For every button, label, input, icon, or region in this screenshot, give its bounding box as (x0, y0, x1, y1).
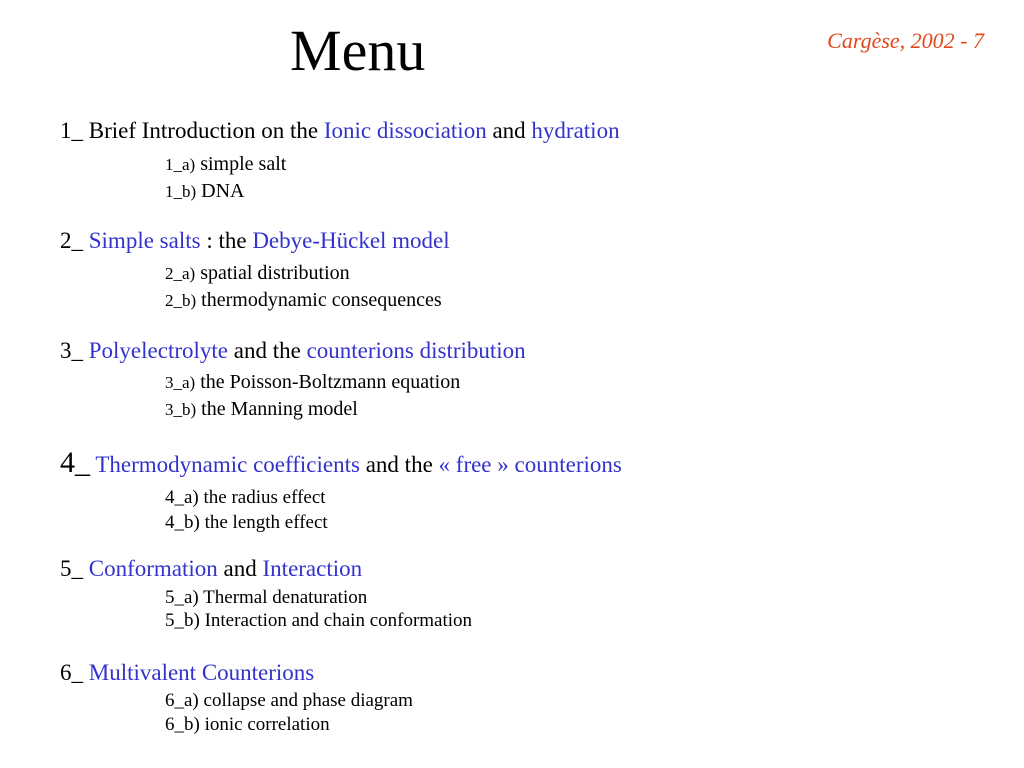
sub-item-6a: 6_a) collapse and phase diagram (165, 690, 413, 711)
sub-item-tag: 2_b) (165, 291, 197, 310)
item-text: Brief Introduction on the (83, 118, 324, 143)
item-topic: counterions distribution (306, 338, 526, 363)
slide-stamp: Cargèse, 2002 - 7 (827, 28, 984, 53)
item-text: and (217, 556, 263, 581)
item-topic: Interaction (262, 556, 363, 581)
sub-item-text: the Poisson-Boltzmann equation (195, 371, 461, 393)
sub-item-2b (165, 289, 442, 312)
item-text: and the (228, 338, 307, 363)
sub-item-4a: 4_a) the radius effect (165, 487, 326, 508)
item-topic: Ionic dissociation (323, 118, 487, 143)
item-topic: hydration (531, 118, 620, 143)
sub-item-4b: 4_b) the length effect (165, 512, 328, 533)
sub-item-1b (165, 180, 245, 203)
item-topic: Multivalent Counterions (88, 660, 315, 685)
item-number: 3_ (60, 338, 83, 363)
sub-item-tag: 1_a) (165, 155, 196, 174)
item-number: 6_ (60, 660, 83, 685)
sub-item-tag: 3_a) (165, 373, 196, 392)
item-number: 5_ (60, 556, 83, 581)
menu-item-1 (60, 118, 620, 144)
sub-item-2a (165, 262, 350, 285)
sub-item-tag: 1_b) (165, 182, 197, 201)
menu-item-6 (60, 660, 314, 686)
sub-item-tag: 2_a) (165, 264, 196, 283)
sub-item-text: simple salt (195, 153, 287, 175)
sub-item-3b (165, 398, 358, 421)
menu-item-3 (60, 338, 526, 364)
item-number: 1_ (60, 118, 83, 143)
sub-item-text: spatial distribution (195, 262, 350, 284)
menu-item-2 (60, 228, 450, 254)
sub-item-text: thermodynamic consequences (196, 289, 442, 311)
sub-item-text: the Manning model (196, 398, 358, 420)
sub-item-6b: 6_b) ionic correlation (165, 714, 330, 735)
item-text: and (486, 118, 532, 143)
item-number: 4_ (60, 446, 90, 479)
item-topic: Debye-Hückel model (252, 228, 450, 253)
item-text: and the (359, 452, 439, 477)
menu-item-4 (60, 446, 622, 480)
item-topic: Conformation (88, 556, 218, 581)
sub-item-1a (165, 153, 286, 176)
item-topic: Thermodynamic coefficients (95, 452, 360, 477)
item-topic: Simple salts (88, 228, 201, 253)
sub-item-tag: 3_b) (165, 400, 197, 419)
item-number: 2_ (60, 228, 83, 253)
slide-title: Menu (290, 18, 426, 83)
menu-item-5 (60, 556, 362, 582)
item-text: : the (200, 228, 253, 253)
sub-item-3a (165, 371, 460, 394)
sub-item-5b: 5_b) Interaction and chain conformation (165, 610, 473, 631)
item-topic: « free » counterions (438, 452, 622, 477)
sub-item-text: DNA (196, 180, 245, 202)
item-topic: Polyelectrolyte (88, 338, 228, 363)
sub-item-5a: 5_a) Thermal denaturation (165, 587, 368, 608)
